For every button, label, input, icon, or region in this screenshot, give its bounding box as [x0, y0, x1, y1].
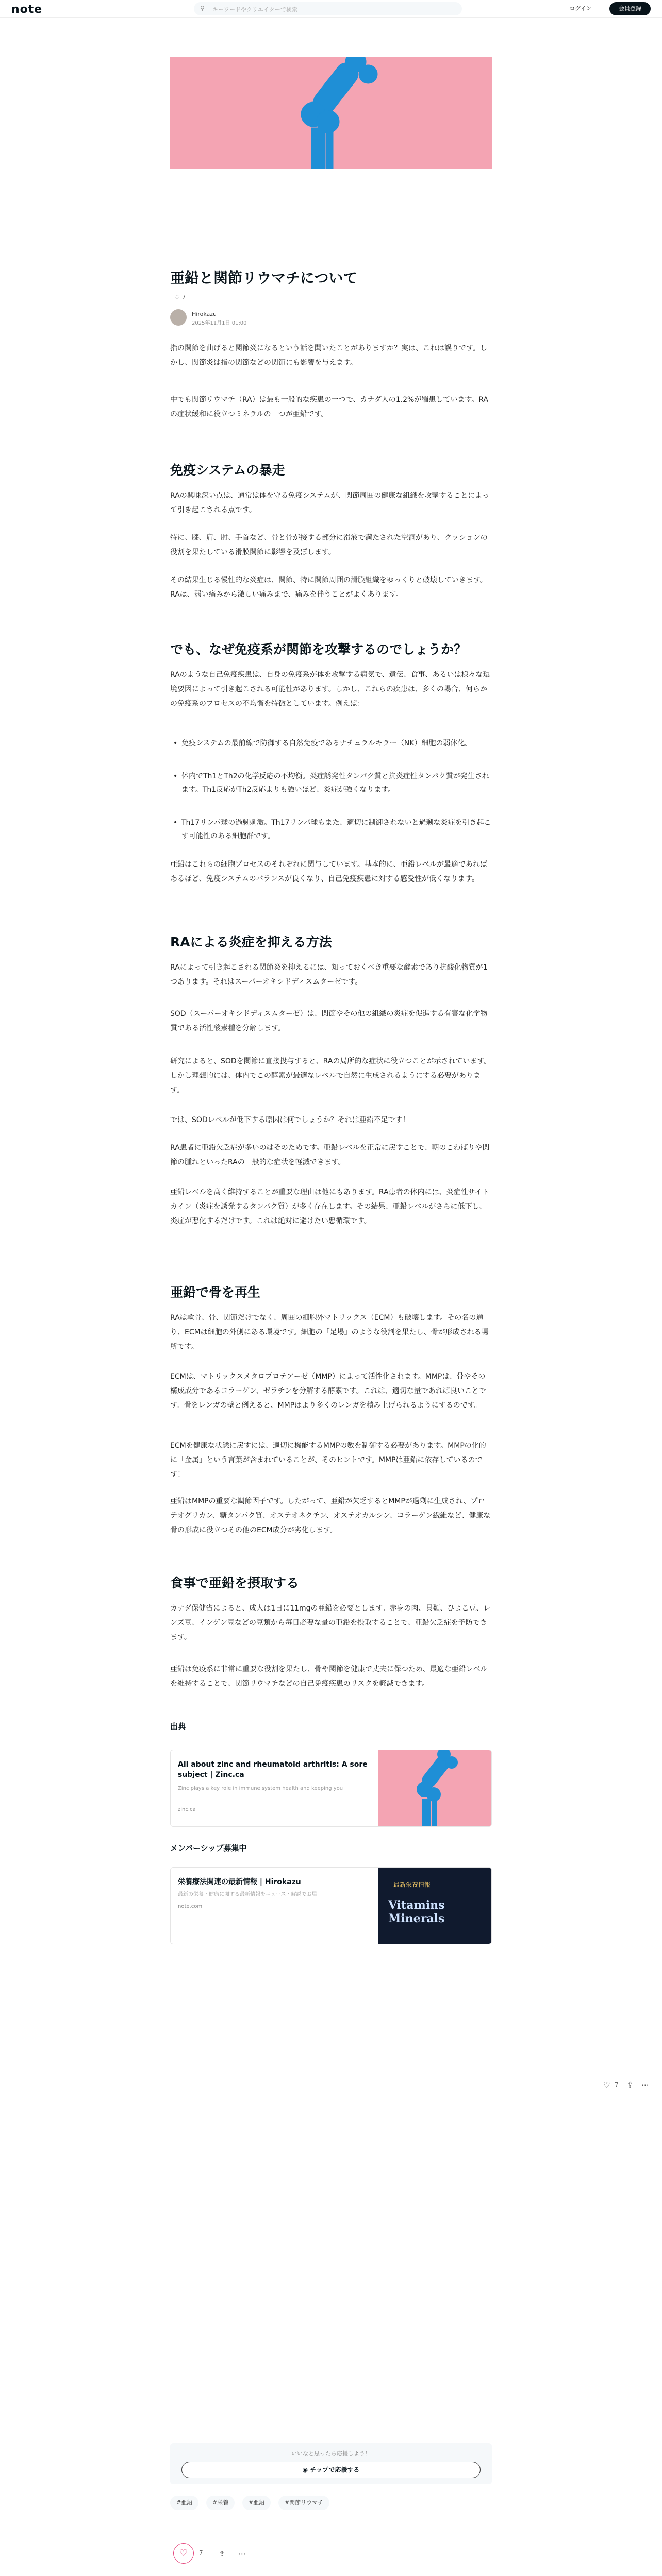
hashtag[interactable]: #栄養 [206, 2496, 235, 2510]
more-icon[interactable]: ⋯ [238, 2549, 246, 2558]
paragraph: RAによって引き起こされる関節炎を抑えるには、知っておくべき重要な酵素であり抗酸化物質が1つあります。それはスーパーオキシドディスムターゼです。 [170, 963, 488, 986]
heart-icon: ♡ [179, 2548, 188, 2558]
section-heading: でも、なぜ免疫系が関節を攻撃するのでしょうか？ [170, 642, 467, 657]
paragraph: では、SODレベルが低下する原因は何でしょうか？それは亜鉛不足です！ [170, 1116, 410, 1124]
paragraph: RAのような自己免疫疾患は、自身の免疫系が体を攻撃する病気で、遺伝、食事、あるいは様々な環境要因によって引き起こされる可能性があります。しかし、これらの疾患は、多くの場合、何らかの免疫系のプロセスの不均衡を特徴としています。例えば： [170, 671, 490, 708]
source-card-title: All about zinc and rheumatoid arthritis: A sore subject | Zinc.ca [178, 1760, 368, 1779]
hashtag[interactable]: #亜鉛 [170, 2496, 198, 2510]
paragraph: 亜鉛はこれらの細胞プロセスのそれぞれに関与しています。基本的に、亜鉛レベルが最適であればあるほど、免疫システムのバランスが良くなり、自己免疫疾患に対する感受性が低くなります。 [170, 860, 487, 883]
knee-bone-illustration [170, 57, 492, 169]
thumb-subtitle: 最新栄養情報 [393, 1881, 431, 1888]
membership-thumbnail [378, 1868, 491, 1944]
login-link[interactable]: ログイン [569, 5, 592, 12]
search-icon: ⚲ [200, 5, 205, 12]
hero-image [170, 57, 492, 169]
paragraph: カナダ保健省によると、成人は1日に11mgの亜鉛を必要とします。赤身の肉、貝類、ひよこ豆、レンズ豆、インゲン豆などの豆類から毎日必要な量の亜鉛を摂取することで、亜鉛欠乏症を予防できます。 [170, 1604, 491, 1641]
source-link-card[interactable] [170, 1750, 492, 1827]
note-logo[interactable]: note [11, 3, 43, 16]
paragraph: ECMは、マトリックスメタロプロテアーゼ（MMP）によって活性化されます。MMPは、骨やその構成成分であるコラーゲン、ゼラチンを分解する酵素です。これは、適切な量であれば良いことです。骨をレンガの壁と例えると、MMPはより多くのレンガを積み上げられるようにするのです。 [170, 1372, 486, 1410]
publish-date: 2025年11月1日 01:00 [192, 320, 247, 326]
like-count: 7 [181, 294, 186, 301]
floating-share-icon[interactable]: ⇪ [627, 2080, 634, 2090]
paragraph: 研究によると、SODを関節に直接投与すると、RAの局所的な症状に役立つことが示されています。しかし理想的には、体内でこの酵素が最適なレベルで自然に生成されるようにする必要があります。 [170, 1057, 491, 1094]
paragraph: RA患者に亜鉛欠乏症が多いのはそのためです。亜鉛レベルを正常に戻すことで、朝のこわばりや関節の腫れといったRAの一般的な症状を軽減できます。 [170, 1144, 490, 1166]
membership-desc: 最新の栄養・健康に関する最新情報をニュース・解説でお届 [178, 1892, 317, 1897]
paragraph: 指の関節を曲げると関節炎になるという話を聞いたことがありますか？実は、これは誤りです。しかし、関節炎は指の関節などの関節にも影響を与えます。 [170, 344, 487, 367]
article-title: 亜鉛と関節リウマチについて [170, 269, 358, 286]
paragraph: ECMを健康な状態に戻すには、適切に機能するMMPの数を制御する必要があります。MMPの化的に「金属」という言葉が含まれていることが、そのヒントです。MMPは亜鉛に依存しているのです！ [170, 1442, 486, 1479]
signup-button[interactable]: 会員登録 [609, 2, 651, 15]
paragraph: SOD（スーパーオキシドディスムターゼ）は、関節やその他の組織の炎症を促進する有害な化学物質である活性酸素種を分解します。 [170, 1010, 488, 1032]
source-card-thumbnail [378, 1750, 491, 1826]
tip-section [170, 2443, 492, 2484]
list-item: • Th17リンパ球の過剰刺激。Th17リンパ球もまた、適切に制御されないと過剰な炎症を引き起こす可能性のある細胞群です。 [181, 816, 492, 843]
tip-question: いいなと思ったら応援しよう！ [291, 2450, 371, 2457]
paragraph: 亜鉛レベルを高く維持することが重要な理由は他にもあります。RA患者の体内には、炎症性サイトカイン（炎症を誘発するタンパク質）が多く存在します。その結果、亜鉛レベルがさらに低下し、炎症が悪化するだけです。これは絶対に避けたい悪循環です。 [170, 1188, 489, 1225]
list-item: • 体内でTh1とTh2の化学反応の不均衡。炎症誘発性タンパク質と抗炎症性タンパク質が発生されます。Th1反応がTh2反応よりも強いほど、炎症が強くなります。 [181, 770, 492, 796]
floating-heart-icon[interactable]: ♡ [603, 2080, 610, 2090]
author-avatar[interactable] [170, 309, 187, 326]
paragraph: 亜鉛は免疫系に非常に重要な役割を果たし、骨や関節を健康で丈夫に保つため、最適な亜鉛レベルを維持することで、関節リウマチなどの自己免疫疾患のリスクを軽減できます。 [170, 1665, 488, 1688]
membership-card[interactable] [170, 1867, 492, 1944]
author-name[interactable]: Hirokazu [192, 311, 217, 317]
tip-button[interactable] [181, 2462, 481, 2478]
hashtag[interactable]: #亜鉛 [242, 2496, 271, 2510]
paragraph: 中でも関節リウマチ（RA）は最も一般的な疾患の一つで、カナダ人の1.2%が罹患しています。RAの症状緩和に役立つミネラルの一つが亜鉛です。 [170, 396, 488, 418]
like-count-top [174, 294, 186, 301]
like-count-bottom: 7 [199, 2549, 203, 2556]
like-button[interactable] [173, 2543, 194, 2564]
membership-heading: メンバーシップ募集中 [170, 1843, 247, 1853]
hashtag[interactable]: #関節リウマチ [278, 2496, 329, 2510]
search-box[interactable] [194, 2, 462, 15]
share-icon[interactable]: ⇪ [219, 2549, 225, 2558]
paragraph: RAの興味深い点は、通常は体を守る免疫システムが、関節周囲の健康な組織を攻撃することによって引き起こされる点です。 [170, 492, 490, 514]
section-heading: 亜鉛で骨を再生 [170, 1285, 261, 1300]
tip-button-label: チップで応援する [310, 2466, 360, 2473]
tip-icon: ◉ [302, 2466, 308, 2473]
knee-bone-thumb [378, 1750, 491, 1826]
section-heading: 免疫システムの暴走 [170, 463, 285, 478]
thumb-title: Vitamins Minerals [388, 1899, 445, 1925]
search-placeholder: キーワードやクリエイターで検索 [212, 6, 297, 13]
membership-title: 栄養療法関連の最新情報 | Hirokazu [178, 1878, 301, 1886]
paragraph: 特に、膝、肩、肘、手首など、骨と骨が接する部分に滑液で満たされた空洞があり、クッションの役割を果たしている滑膜関節に影響を及ぼします。 [170, 534, 488, 556]
paragraph: その結果生じる慢性的な炎症は、関節、特に関節周囲の滑膜組織をゆっくりと破壊していきます。RAは、弱い痛みから激しい痛みまで、痛みを伴うことがよくあります。 [170, 576, 487, 599]
paragraph: 亜鉛はMMPの重要な調節因子です。したがって、亜鉛が欠乏するとMMPが過剰に生成され、プロテオグリカン、糖タンパク質、オステオネクチン、オステオカルシン、コラーゲン繊維など、健康な骨の形成に役立つその他のECM成分が劣化します。 [170, 1497, 491, 1534]
floating-more-icon[interactable]: ⋯ [641, 2080, 649, 2090]
source-card-desc: Zinc plays a key role in immune system health and keeping you [178, 1786, 343, 1791]
source-card-url: zinc.ca [178, 1807, 196, 1812]
section-heading: RAによる炎症を抑える方法 [170, 935, 332, 950]
section-heading: 食事で亜鉛を摂取する [170, 1575, 300, 1590]
floating-like-count: 7 [615, 2081, 619, 2089]
heart-icon[interactable]: ♡ [174, 294, 180, 301]
membership-url: note.com [178, 1904, 203, 1909]
list-item: • 免疫システムの最前線で防御する自然免疫であるナチュラルキラー（NK）細胞の弱体化。 [181, 737, 492, 750]
paragraph: RAは軟骨、骨、関節だけでなく、周囲の細胞外マトリックス（ECM）も破壊します。その名の通り、ECMは細胞の外側にある環境です。細胞の「足場」のような役割を果たし、骨が形成される場所です。 [170, 1314, 489, 1351]
source-heading: 出典 [170, 1722, 186, 1731]
top-header [0, 0, 662, 18]
